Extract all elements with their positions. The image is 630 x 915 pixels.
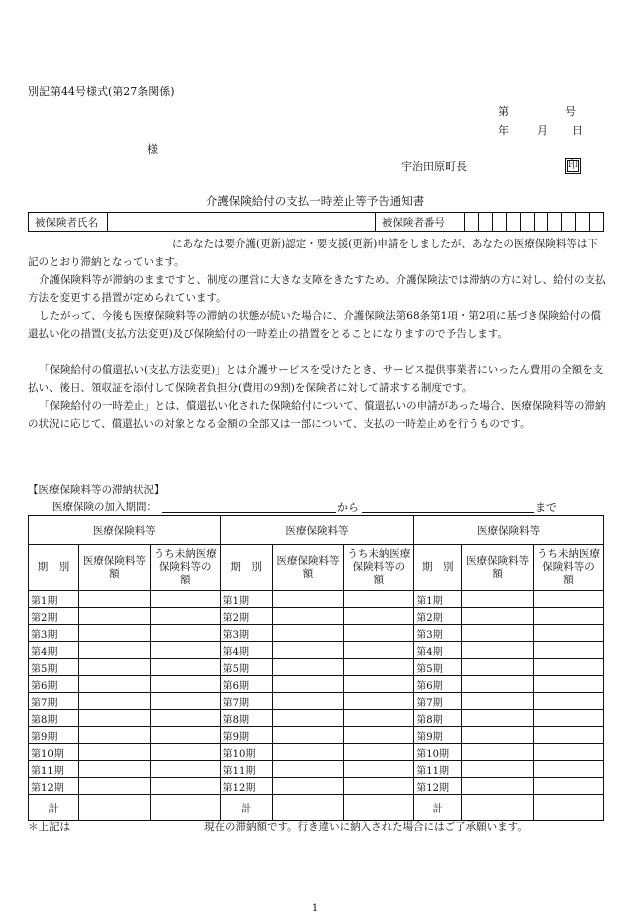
unpaid-cell bbox=[150, 659, 220, 676]
col-amount-header: 医療保険料等 額 bbox=[462, 545, 534, 591]
unpaid-cell bbox=[344, 744, 414, 761]
insured-number-digit bbox=[465, 213, 479, 232]
period-label: 第10期 bbox=[220, 744, 272, 761]
unpaid-cell bbox=[344, 761, 414, 778]
form-label: 別記第44号様式(第27条関係) bbox=[28, 85, 175, 98]
amount-cell bbox=[462, 676, 534, 693]
amount-cell bbox=[272, 761, 344, 778]
period-label: 第1期 bbox=[220, 591, 272, 608]
amount-cell bbox=[462, 710, 534, 727]
amount-cell bbox=[78, 761, 150, 778]
paragraph-system: 介護保険料等が滞納のままですと、制度の運営に大きな支障をきたすため、介護保険法では滞納の方に対し、給付の支払方法を変更する措置が定められています。 bbox=[28, 274, 606, 304]
paragraph-suspension: 「保険給付の一時差止」とは、償還払い化された保険給付について、償還払いの申請があった場合、医療保険料等の滞納の状況に応じて、償還払いの対象となる金額の全部又は一部について、支払の一時差止めを行うものです。 bbox=[28, 400, 606, 430]
period-label: 第11期 bbox=[220, 761, 272, 778]
amount-cell bbox=[78, 744, 150, 761]
period-label: 第1期 bbox=[414, 591, 462, 608]
unpaid-cell bbox=[150, 778, 220, 795]
period-label: 第5期 bbox=[29, 659, 79, 676]
period-label: 第10期 bbox=[29, 744, 79, 761]
col-amount-header: 医療保険料等 額 bbox=[78, 545, 150, 591]
period-label: 第11期 bbox=[29, 761, 79, 778]
col-period-header: 期 別 bbox=[29, 545, 79, 591]
addressee-suffix: 様 bbox=[147, 143, 158, 156]
period-from-label: から bbox=[337, 501, 359, 514]
unpaid-cell bbox=[534, 710, 604, 727]
amount-cell bbox=[462, 744, 534, 761]
amount-cell bbox=[272, 727, 344, 744]
period-label: 第6期 bbox=[414, 676, 462, 693]
period-until-underline bbox=[362, 512, 534, 513]
period-label: 第3期 bbox=[29, 625, 79, 642]
unpaid-cell bbox=[344, 693, 414, 710]
period-label: 第7期 bbox=[220, 693, 272, 710]
col-unpaid-header: うち未納医療保険料等の 額 bbox=[344, 545, 414, 591]
amount-cell bbox=[78, 608, 150, 625]
unpaid-cell bbox=[534, 625, 604, 642]
period-label: 第3期 bbox=[220, 625, 272, 642]
insured-number-digit bbox=[520, 213, 534, 232]
paragraph-intro: にあなたは要介護(更新)認定・要支援(更新)申請をしましたが、あなたの医療保険料等は下記のとおり滞納となっています。 bbox=[28, 238, 598, 268]
document-number-line bbox=[498, 106, 576, 117]
total-amount bbox=[462, 795, 534, 821]
unpaid-cell bbox=[150, 676, 220, 693]
unpaid-cell bbox=[534, 676, 604, 693]
group-header: 医療保険料等 bbox=[414, 516, 604, 545]
table-row bbox=[29, 676, 604, 693]
table-row bbox=[29, 710, 604, 727]
amount-cell bbox=[78, 676, 150, 693]
unpaid-cell bbox=[150, 625, 220, 642]
amount-cell bbox=[78, 591, 150, 608]
amount-cell bbox=[78, 659, 150, 676]
amount-cell bbox=[462, 659, 534, 676]
unpaid-cell bbox=[150, 608, 220, 625]
unpaid-cell bbox=[344, 778, 414, 795]
amount-cell bbox=[462, 778, 534, 795]
period-label: 第10期 bbox=[414, 744, 462, 761]
unpaid-cell bbox=[534, 727, 604, 744]
period-label: 第9期 bbox=[220, 727, 272, 744]
amount-cell bbox=[78, 625, 150, 642]
total-label: 計 bbox=[220, 795, 272, 821]
unpaid-cell bbox=[150, 642, 220, 659]
paragraph-notice: したがって、今後も医療保険料等の滞納の状態が続いた場合に、介護保険法第68条第1項・第2項に基づき保険給付の償還払い化の措置(支払方法変更)及び保険給付の一時差止の措置をとることになりますので予告します。 bbox=[28, 310, 602, 340]
unpaid-cell bbox=[150, 744, 220, 761]
amount-cell bbox=[78, 693, 150, 710]
insured-number-digit bbox=[576, 213, 590, 232]
period-label: 第9期 bbox=[414, 727, 462, 744]
amount-cell bbox=[272, 676, 344, 693]
period-label: 第7期 bbox=[29, 693, 79, 710]
amount-cell bbox=[272, 608, 344, 625]
unpaid-cell bbox=[344, 591, 414, 608]
insured-number-digit bbox=[590, 213, 604, 232]
table-row bbox=[29, 727, 604, 744]
amount-cell bbox=[272, 744, 344, 761]
number-suffix: 号 bbox=[565, 105, 576, 118]
group-header: 医療保険料等 bbox=[29, 516, 221, 545]
issuer-name: 宇治田原町長 bbox=[401, 160, 467, 173]
period-label: 第2期 bbox=[29, 608, 79, 625]
period-label: 第11期 bbox=[414, 761, 462, 778]
amount-cell bbox=[462, 591, 534, 608]
period-label: 第5期 bbox=[220, 659, 272, 676]
period-label: 第2期 bbox=[414, 608, 462, 625]
amount-cell bbox=[462, 642, 534, 659]
unpaid-cell bbox=[344, 625, 414, 642]
amount-cell bbox=[462, 761, 534, 778]
document-title: 介護保険給付の支払一時差止等予告通知書 bbox=[205, 194, 425, 208]
date-line bbox=[498, 125, 583, 136]
period-label: 第3期 bbox=[414, 625, 462, 642]
unpaid-cell bbox=[150, 591, 220, 608]
unpaid-cell bbox=[534, 642, 604, 659]
insured-number-digit bbox=[534, 213, 548, 232]
unpaid-cell bbox=[344, 642, 414, 659]
table-row bbox=[29, 778, 604, 795]
table-row bbox=[29, 591, 604, 608]
insured-number-digit bbox=[562, 213, 576, 232]
amount-cell bbox=[462, 625, 534, 642]
insured-number-digit bbox=[506, 213, 520, 232]
insured-number-label: 被保険者番号 bbox=[375, 213, 464, 232]
period-label: 第8期 bbox=[414, 710, 462, 727]
table-row bbox=[29, 761, 604, 778]
unpaid-cell bbox=[534, 591, 604, 608]
number-prefix: 第 bbox=[498, 105, 509, 118]
amount-cell bbox=[78, 727, 150, 744]
amount-cell bbox=[272, 693, 344, 710]
unpaid-cell bbox=[534, 659, 604, 676]
total-unpaid bbox=[150, 795, 220, 821]
amount-cell bbox=[272, 710, 344, 727]
table-row bbox=[29, 625, 604, 642]
period-label: 第4期 bbox=[220, 642, 272, 659]
period-label: 第1期 bbox=[29, 591, 79, 608]
insured-name-label: 被保険者氏名 bbox=[29, 213, 108, 232]
period-label: 第9期 bbox=[29, 727, 79, 744]
insured-info-table bbox=[28, 212, 604, 232]
insured-number-digit bbox=[548, 213, 562, 232]
total-amount bbox=[78, 795, 150, 821]
amount-cell bbox=[462, 727, 534, 744]
amount-cell bbox=[272, 625, 344, 642]
table-row bbox=[29, 642, 604, 659]
unpaid-cell bbox=[150, 710, 220, 727]
insured-number-digit bbox=[479, 213, 493, 232]
total-label: 計 bbox=[29, 795, 79, 821]
enrollment-period-label: 医療保険の加入期間： bbox=[52, 501, 157, 513]
day-label: 日 bbox=[572, 124, 583, 137]
period-label: 第4期 bbox=[29, 642, 79, 659]
unpaid-cell bbox=[344, 659, 414, 676]
period-until-label: まで bbox=[535, 501, 557, 514]
arrears-table bbox=[28, 515, 616, 821]
period-label: 第8期 bbox=[220, 710, 272, 727]
col-period-header: 期 別 bbox=[220, 545, 272, 591]
period-label: 第2期 bbox=[220, 608, 272, 625]
table-row bbox=[29, 744, 604, 761]
col-amount-header: 医療保険料等 額 bbox=[272, 545, 344, 591]
period-label: 第6期 bbox=[220, 676, 272, 693]
col-unpaid-header: うち未納医療保険料等の 額 bbox=[150, 545, 220, 591]
table-row bbox=[29, 608, 604, 625]
footer-note: 現在の滞納額です。行き違いに納入された場合にはご了承願います。 bbox=[204, 821, 528, 833]
unpaid-cell bbox=[344, 727, 414, 744]
insured-name-value bbox=[108, 213, 376, 232]
unpaid-cell bbox=[534, 778, 604, 795]
unpaid-cell bbox=[534, 744, 604, 761]
unpaid-cell bbox=[150, 761, 220, 778]
total-unpaid bbox=[534, 795, 604, 821]
table-row bbox=[29, 693, 604, 710]
unpaid-cell bbox=[534, 608, 604, 625]
insured-number-digit bbox=[492, 213, 506, 232]
footer-note-prefix: ＊上記は bbox=[28, 821, 70, 833]
period-label: 第5期 bbox=[414, 659, 462, 676]
unpaid-cell bbox=[344, 676, 414, 693]
unpaid-cell bbox=[150, 727, 220, 744]
amount-cell bbox=[78, 642, 150, 659]
amount-cell bbox=[272, 778, 344, 795]
unpaid-cell bbox=[344, 710, 414, 727]
paragraph-reimbursement: 「保険給付の償還払い(支払方法変更)」とは介護サービスを受けたとき、サービス提供事業者にいったん費用の全額を支払い、後日、領収証を添付して保険者負担分(費用の9割)を保険者に対して請求する制度です。 bbox=[28, 364, 604, 394]
col-period-header: 期 別 bbox=[414, 545, 462, 591]
amount-cell bbox=[78, 778, 150, 795]
period-label: 第12期 bbox=[29, 778, 79, 795]
col-unpaid-header: うち未納医療保険料等の 額 bbox=[534, 545, 604, 591]
total-amount bbox=[272, 795, 344, 821]
unpaid-cell bbox=[344, 608, 414, 625]
group-header: 医療保険料等 bbox=[220, 516, 414, 545]
unpaid-cell bbox=[150, 693, 220, 710]
seal-stamp: 印 bbox=[565, 158, 581, 174]
period-label: 第6期 bbox=[29, 676, 79, 693]
unpaid-cell bbox=[534, 693, 604, 710]
period-label: 第7期 bbox=[414, 693, 462, 710]
amount-cell bbox=[462, 693, 534, 710]
period-from-underline bbox=[162, 512, 336, 513]
year-label: 年 bbox=[498, 124, 509, 137]
amount-cell bbox=[272, 659, 344, 676]
status-section-title: 【医療保険料等の滞納状況】 bbox=[28, 484, 165, 496]
period-label: 第8期 bbox=[29, 710, 79, 727]
table-row bbox=[29, 659, 604, 676]
period-label: 第4期 bbox=[414, 642, 462, 659]
unpaid-cell bbox=[534, 761, 604, 778]
amount-cell bbox=[272, 591, 344, 608]
total-label: 計 bbox=[414, 795, 462, 821]
amount-cell bbox=[272, 642, 344, 659]
month-label: 月 bbox=[537, 124, 548, 137]
amount-cell bbox=[462, 608, 534, 625]
amount-cell bbox=[78, 710, 150, 727]
period-label: 第12期 bbox=[414, 778, 462, 795]
total-unpaid bbox=[344, 795, 414, 821]
period-label: 第12期 bbox=[220, 778, 272, 795]
page-number: 1 bbox=[311, 903, 319, 914]
